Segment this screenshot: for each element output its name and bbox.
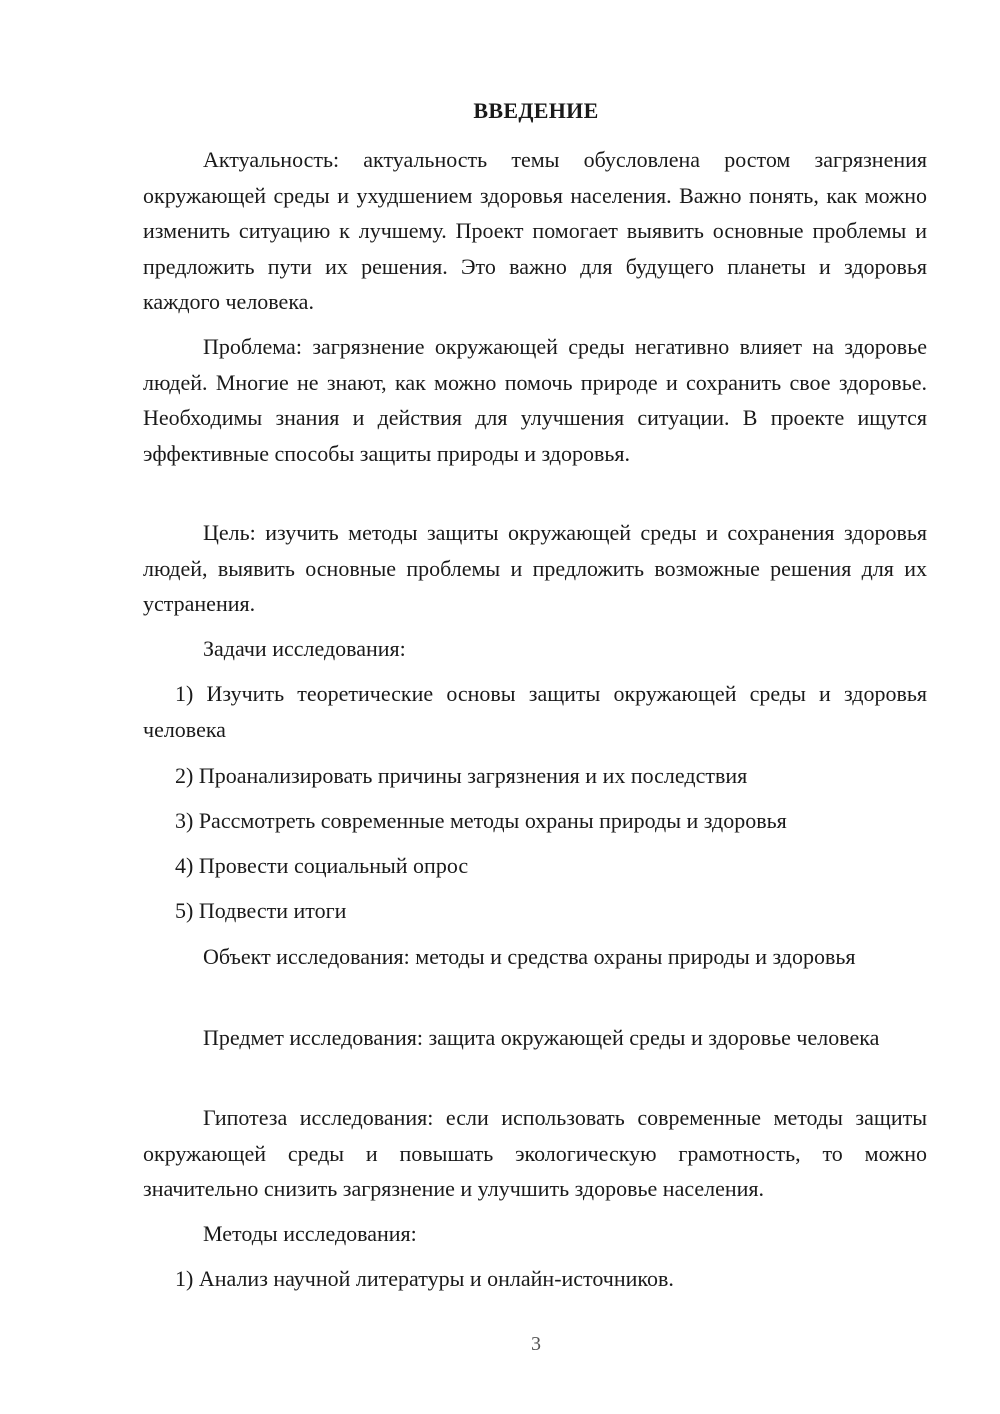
- task-item-5: 5) Подвести итоги: [175, 898, 347, 923]
- task-item-4: 4) Провести социальный опрос: [175, 853, 469, 878]
- methods-heading: Методы исследования:: [203, 1221, 417, 1246]
- page-title: ВВЕДЕНИЕ: [473, 98, 599, 123]
- problem-paragraph: Проблема: загрязнение окружающей среды негативно влияет на здоровье людей. Многие не знают, как можно помочь природе и сохранить свое здоровье. Необходимы знания и действия для улучшения ситуации. В проекте ищутся эффективные способы защиты природы и здоровья.: [143, 334, 927, 466]
- method-item-1: 1) Анализ научной литературы и онлайн-источников.: [175, 1266, 674, 1291]
- object-paragraph: Объект исследования: методы и средства охраны природы и здоровья: [203, 944, 856, 969]
- page-number: 3: [531, 1333, 541, 1355]
- tasks-heading: Задачи исследования:: [203, 636, 406, 661]
- task-item-2: 2) Проанализировать причины загрязнения и их последствия: [175, 763, 748, 788]
- task-item-3: 3) Рассмотреть современные методы охраны природы и здоровья: [175, 808, 787, 833]
- goal-paragraph: Цель: изучить методы защиты окружающей среды и сохранения здоровья людей, выявить основные проблемы и предложить возможные решения для их устранения.: [143, 520, 927, 616]
- task-item-1: 1) Изучить теоретические основы защиты окружающей среды и здоровья человека: [143, 681, 927, 742]
- relevance-paragraph: Актуальность: актуальность темы обусловлена ростом загрязнения окружающей среды и ухудшением здоровья населения. Важно понять, как можно изменить ситуацию к лучшему. Проект помогает выявить основные проблемы и предложить пути их решения. Это важно для будущего планеты и здоровья каждого человека.: [143, 147, 927, 314]
- hypothesis-paragraph: Гипотеза исследования: если использовать современные методы защиты окружающей среды и повышать экологическую грамотность, то можно значительно снизить загрязнение и улучшить здоровье населения.: [143, 1105, 927, 1201]
- subject-paragraph: Предмет исследования: защита окружающей среды и здоровье человека: [203, 1025, 880, 1050]
